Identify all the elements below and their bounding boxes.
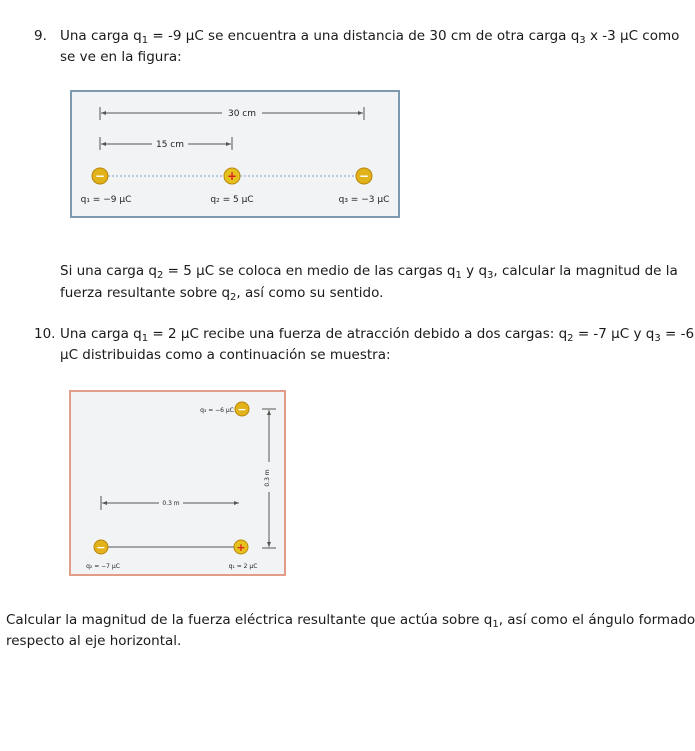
charge-q2-sign: − <box>96 541 106 554</box>
problem-10-question-line2: respecto al eje horizontal. <box>6 633 182 649</box>
charge-q2-label: q₂ = −7 μC <box>86 563 120 570</box>
hdim-arrow-right <box>234 501 239 505</box>
charge-q1-label: q₁ = −9 μC <box>80 195 132 205</box>
figure-1-diagram <box>72 92 402 220</box>
problem-10-question-line1: Calcular la magnitud de la fuerza eléctrica resultante que actúa sobre $q_1$, así como el ángulo formado <box>6 612 695 630</box>
problem-9-statement-line1: Una carga $q_1 = -9$ μC se encuentra a una distancia de 30 cm de otra carga $q_3$ x -3 μC como <box>60 28 680 46</box>
vdim-label: 0.3 m <box>264 469 271 487</box>
charge-q3-sign: − <box>358 169 370 183</box>
hdim-arrow-left <box>102 501 107 505</box>
charge-q2-sign: + <box>226 169 238 183</box>
dim-30-arrow-left <box>101 111 106 115</box>
problem-10-statement-line2: μC distribuidas como a continuación se muestra: <box>60 347 391 363</box>
figure-2-diagram <box>71 392 288 578</box>
charge-q3-sign: − <box>237 403 247 416</box>
dim-15-arrow-left <box>101 142 106 146</box>
problem-9-statement-line2: se ve en la figura: <box>60 49 182 65</box>
hdim-label: 0.3 m <box>162 500 180 507</box>
dim-30-arrow-right <box>358 111 363 115</box>
dim-15-arrow-right <box>226 142 231 146</box>
charge-q1-sign: + <box>236 541 246 554</box>
charge-q2-label: q₂ = 5 μC <box>210 195 254 205</box>
dim-30-label: 30 cm <box>227 109 257 119</box>
charge-q3-label: q₃ = −3 μC <box>338 195 390 205</box>
charge-q1-label: q₁ = 2 μC <box>228 563 258 570</box>
problem-10-statement-line1: Una carga $q_1 = 2$ μC recibe una fuerza de atracción debido a dos cargas: $q_2 = -7$ μC y $q_3 = -6$ <box>60 326 695 344</box>
charge-q1-sign: − <box>94 169 106 183</box>
vdim-arrow-bottom <box>267 542 271 547</box>
figure-right-angle-charges <box>69 390 286 576</box>
problem-9-number: 9. <box>34 28 47 44</box>
charge-q3-label: q₃ = −6 μC <box>200 407 234 414</box>
dim-15-label: 15 cm <box>155 140 185 150</box>
vdim-arrow-top <box>267 410 271 415</box>
problem-9-question-line1: Si una carga $q_2 = 5$ μC se coloca en medio de las cargas $q_1$ y $q_3$, calcular la magnitud de la <box>60 263 678 281</box>
figure-three-charges-line <box>70 90 400 218</box>
problem-10-number: 10. <box>34 326 56 342</box>
problem-9-question-line2: fuerza resultante sobre $q_2$, así como su sentido. <box>60 285 384 303</box>
